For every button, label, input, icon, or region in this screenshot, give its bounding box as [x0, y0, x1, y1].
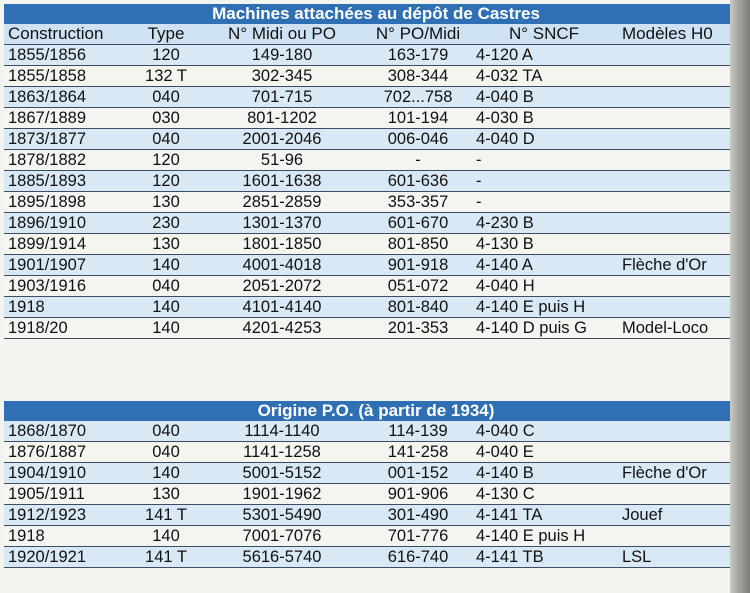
cell-po-midi: 001-152	[366, 463, 470, 484]
cell-sncf: 4-032 TA	[470, 66, 618, 87]
cell-midi-po: 1601-1638	[198, 171, 366, 192]
table-row	[4, 505, 744, 526]
cell-modele: Flèche d'Or	[618, 463, 744, 484]
cell-type: 040	[134, 442, 198, 463]
cell-construction: 1855/1858	[4, 66, 134, 87]
cell-sncf: -	[470, 150, 618, 171]
cell-type: 140	[134, 463, 198, 484]
table-row	[4, 66, 744, 87]
cell-po-midi: 801-840	[366, 297, 470, 318]
cell-po-midi: 901-906	[366, 484, 470, 505]
column-headers	[4, 24, 744, 45]
cell-type: 130	[134, 234, 198, 255]
cell-midi-po: 2851-2859	[198, 192, 366, 213]
cell-po-midi: 308-344	[366, 66, 470, 87]
cell-midi-po: 5001-5152	[198, 463, 366, 484]
cell-construction: 1918	[4, 297, 134, 318]
cell-construction: 1878/1882	[4, 150, 134, 171]
table-row	[4, 213, 744, 234]
page-edge	[730, 0, 750, 593]
cell-type: 120	[134, 45, 198, 66]
cell-type: 141 T	[134, 547, 198, 568]
cell-sncf: 4-120 A	[470, 45, 618, 66]
cell-construction: 1863/1864	[4, 87, 134, 108]
cell-type: 140	[134, 318, 198, 339]
cell-midi-po: 2001-2046	[198, 129, 366, 150]
cell-type: 141 T	[134, 505, 198, 526]
table-row	[4, 547, 744, 568]
cell-sncf: 4-141 TA	[470, 505, 618, 526]
cell-midi-po: 5301-5490	[198, 505, 366, 526]
header-sncf: N° SNCF	[470, 24, 618, 45]
cell-midi-po: 4201-4253	[198, 318, 366, 339]
header-type: Type	[134, 24, 198, 45]
cell-sncf: 4-040 H	[470, 276, 618, 297]
cell-type: 130	[134, 484, 198, 505]
table-body	[4, 45, 744, 339]
cell-midi-po: 1801-1850	[198, 234, 366, 255]
cell-po-midi: 353-357	[366, 192, 470, 213]
header-modeles: Modèles H0	[618, 24, 744, 45]
header-construction: Construction	[4, 24, 134, 45]
cell-po-midi: 101-194	[366, 108, 470, 129]
table-body	[4, 421, 744, 568]
cell-modele	[618, 192, 744, 213]
table-row	[4, 171, 744, 192]
cell-sncf: 4-141 TB	[470, 547, 618, 568]
table-row	[4, 108, 744, 129]
cell-construction: 1899/1914	[4, 234, 134, 255]
cell-midi-po: 4101-4140	[198, 297, 366, 318]
header-midi-po: N° Midi ou PO	[198, 24, 366, 45]
table-row	[4, 87, 744, 108]
cell-type: 130	[134, 192, 198, 213]
cell-midi-po: 1901-1962	[198, 484, 366, 505]
cell-midi-po: 1114-1140	[198, 421, 366, 442]
cell-sncf: 4-140 D puis G	[470, 318, 618, 339]
cell-construction: 1868/1870	[4, 421, 134, 442]
cell-midi-po: 51-96	[198, 150, 366, 171]
table-origine-po	[4, 401, 744, 568]
cell-po-midi: 141-258	[366, 442, 470, 463]
cell-construction: 1905/1911	[4, 484, 134, 505]
cell-midi-po: 801-1202	[198, 108, 366, 129]
cell-type: 040	[134, 276, 198, 297]
table-row	[4, 45, 744, 66]
cell-po-midi: 701-776	[366, 526, 470, 547]
cell-sncf: 4-040 E	[470, 442, 618, 463]
cell-sncf: 4-230 B	[470, 213, 618, 234]
cell-type: 140	[134, 297, 198, 318]
cell-po-midi: 201-353	[366, 318, 470, 339]
cell-type: 120	[134, 150, 198, 171]
cell-sncf: 4-040 B	[470, 87, 618, 108]
cell-construction: 1920/1921	[4, 547, 134, 568]
cell-midi-po: 7001-7076	[198, 526, 366, 547]
cell-modele	[618, 129, 744, 150]
table-row	[4, 150, 744, 171]
cell-sncf: -	[470, 171, 618, 192]
cell-midi-po: 2051-2072	[198, 276, 366, 297]
cell-midi-po: 4001-4018	[198, 255, 366, 276]
cell-modele	[618, 108, 744, 129]
cell-modele	[618, 150, 744, 171]
cell-modele	[618, 276, 744, 297]
table-row	[4, 442, 744, 463]
cell-construction: 1885/1893	[4, 171, 134, 192]
table-row	[4, 129, 744, 150]
cell-po-midi: 006-046	[366, 129, 470, 150]
cell-modele	[618, 297, 744, 318]
cell-po-midi: 163-179	[366, 45, 470, 66]
cell-po-midi: 901-918	[366, 255, 470, 276]
table-row	[4, 234, 744, 255]
cell-construction: 1904/1910	[4, 463, 134, 484]
cell-modele: Jouef	[618, 505, 744, 526]
table-row	[4, 297, 744, 318]
cell-modele	[618, 45, 744, 66]
header-po-midi: N° PO/Midi	[366, 24, 470, 45]
cell-sncf: -	[470, 192, 618, 213]
cell-midi-po: 1301-1370	[198, 213, 366, 234]
table-row	[4, 276, 744, 297]
cell-sncf: 4-040 C	[470, 421, 618, 442]
cell-modele	[618, 421, 744, 442]
table-title: Machines attachées au dépôt de Castres	[4, 4, 744, 24]
cell-type: 040	[134, 421, 198, 442]
cell-type: 230	[134, 213, 198, 234]
cell-po-midi: 301-490	[366, 505, 470, 526]
cell-construction: 1912/1923	[4, 505, 134, 526]
cell-construction: 1876/1887	[4, 442, 134, 463]
cell-modele: Flèche d'Or	[618, 255, 744, 276]
cell-po-midi: 051-072	[366, 276, 470, 297]
cell-midi-po: 5616-5740	[198, 547, 366, 568]
cell-midi-po: 701-715	[198, 87, 366, 108]
cell-construction: 1896/1910	[4, 213, 134, 234]
cell-sncf: 4-140 E puis H	[470, 297, 618, 318]
cell-modele	[618, 526, 744, 547]
cell-modele	[618, 234, 744, 255]
cell-construction: 1895/1898	[4, 192, 134, 213]
cell-type: 040	[134, 129, 198, 150]
table-row	[4, 318, 744, 339]
cell-type: 120	[134, 171, 198, 192]
table-row	[4, 255, 744, 276]
cell-type: 132 T	[134, 66, 198, 87]
cell-construction: 1918	[4, 526, 134, 547]
cell-midi-po: 302-345	[198, 66, 366, 87]
cell-po-midi: 616-740	[366, 547, 470, 568]
cell-po-midi: 801-850	[366, 234, 470, 255]
cell-modele	[618, 484, 744, 505]
cell-sncf: 4-140 E puis H	[470, 526, 618, 547]
cell-modele	[618, 87, 744, 108]
cell-construction: 1867/1889	[4, 108, 134, 129]
cell-construction: 1903/1916	[4, 276, 134, 297]
cell-modele: Model-Loco	[618, 318, 744, 339]
cell-construction: 1855/1856	[4, 45, 134, 66]
cell-construction: 1918/20	[4, 318, 134, 339]
cell-sncf: 4-130 C	[470, 484, 618, 505]
cell-modele: LSL	[618, 547, 744, 568]
cell-midi-po: 1141-1258	[198, 442, 366, 463]
table-row	[4, 526, 744, 547]
cell-sncf: 4-030 B	[470, 108, 618, 129]
cell-sncf: 4-040 D	[470, 129, 618, 150]
cell-modele	[618, 442, 744, 463]
cell-po-midi: 601-670	[366, 213, 470, 234]
cell-type: 140	[134, 526, 198, 547]
cell-midi-po: 149-180	[198, 45, 366, 66]
cell-type: 030	[134, 108, 198, 129]
table-row	[4, 484, 744, 505]
cell-type: 040	[134, 87, 198, 108]
table-depot-castres	[4, 4, 744, 339]
cell-po-midi: 702...758	[366, 87, 470, 108]
table-row	[4, 192, 744, 213]
cell-po-midi: 601-636	[366, 171, 470, 192]
table-row	[4, 463, 744, 484]
cell-construction: 1901/1907	[4, 255, 134, 276]
cell-modele	[618, 213, 744, 234]
cell-construction: 1873/1877	[4, 129, 134, 150]
cell-sncf: 4-140 A	[470, 255, 618, 276]
cell-type: 140	[134, 255, 198, 276]
cell-modele	[618, 171, 744, 192]
cell-po-midi: -	[366, 150, 470, 171]
cell-sncf: 4-140 B	[470, 463, 618, 484]
table-row	[4, 421, 744, 442]
cell-sncf: 4-130 B	[470, 234, 618, 255]
cell-po-midi: 114-139	[366, 421, 470, 442]
table-title: Origine P.O. (à partir de 1934)	[4, 401, 744, 421]
cell-modele	[618, 66, 744, 87]
